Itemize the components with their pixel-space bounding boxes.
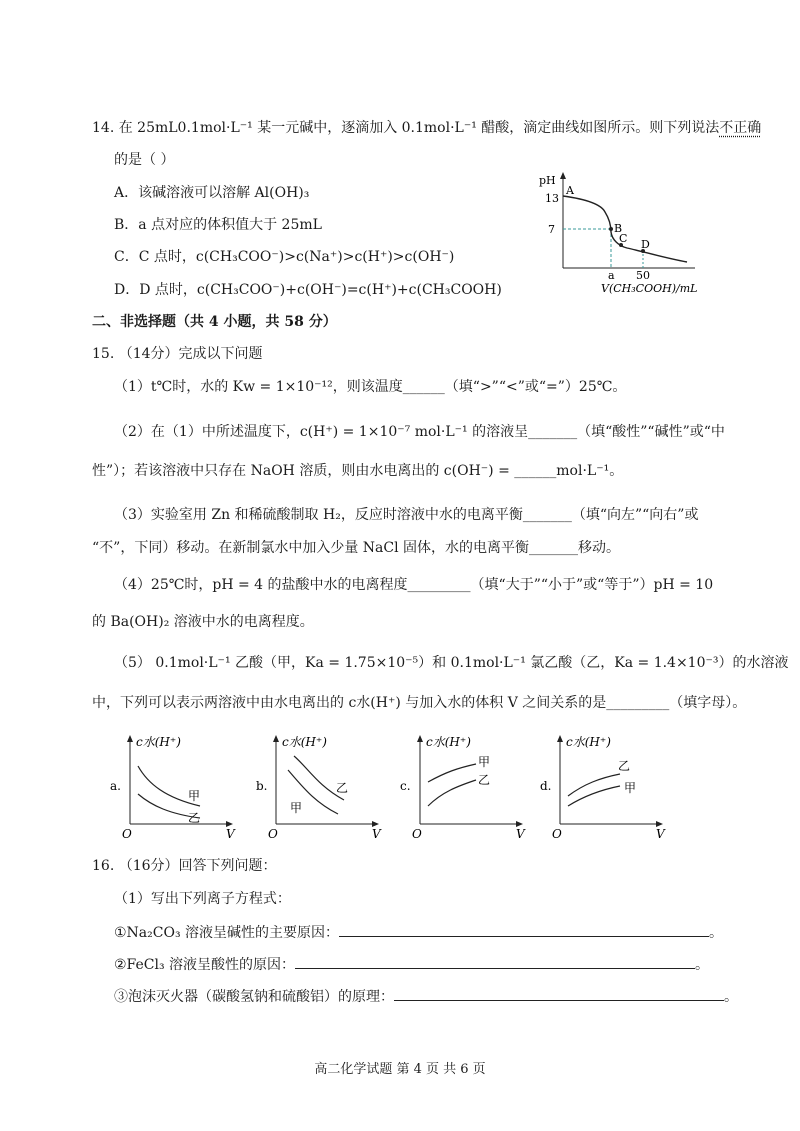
tick-a: a (608, 269, 615, 282)
graph-c-label-2: 乙 (478, 773, 491, 787)
graph-a-label-1: 甲 (188, 789, 201, 803)
tick-50: 50 (636, 269, 650, 282)
q16-item-2-blank[interactable] (295, 954, 695, 969)
graph-b-label-1: 乙 (336, 781, 349, 795)
graph-b-label-2: 甲 (290, 801, 303, 815)
graph-d-label-2: 甲 (624, 781, 637, 795)
graph-b (254, 730, 384, 840)
q14-option-d: D．D 点时，c(CH₃COO⁻)+c(OH⁻)=c(H⁺)+c(CH₃COOH) (114, 282, 502, 298)
graph-b-origin: O (268, 827, 278, 840)
q14-stem-emphasis: 不正确 (719, 120, 762, 136)
q16-item-2-label: ②FeCl₃ 溶液呈酸性的原因： (114, 957, 296, 973)
graph-c-curve-2 (428, 780, 476, 806)
q16-item-3-end: 。 (724, 989, 738, 1005)
label-d-point: D (641, 238, 650, 251)
graph-a-v: V (226, 827, 235, 840)
q16-item-3-blank[interactable] (394, 986, 724, 1001)
q15-title: 15. （14分）完成以下问题 (92, 346, 263, 362)
graph-c-v: V (516, 827, 525, 840)
q16-item-2 (114, 954, 709, 975)
page-footer: 高二化学试题 第 4 页 共 6 页 (314, 1062, 486, 1077)
q15-part2-line1: （2）在（1）中所述温度下，c(H⁺) = 1×10⁻⁷ mol·L⁻¹ 的溶液呈_______（填“酸性”“碱性”或“中 (114, 424, 725, 440)
q14-stem-end: 的是（ ） (114, 152, 175, 168)
graph-c-label-1: 甲 (478, 755, 491, 769)
graph-d-label-1: 乙 (618, 759, 631, 773)
q16-item-2-end: 。 (695, 957, 710, 973)
q15-part5-line1: （5） 0.1mol·L⁻¹ 乙酸（甲，Ka = 1.75×10⁻⁵）和 0.1mol·L⁻¹ 氯乙酸（乙，Ka = 1.4×10⁻³）的水溶液 (114, 655, 789, 671)
label-c-point: C (619, 232, 628, 245)
graph-d-v: V (656, 827, 665, 840)
q15-part3-line2: “不”，下同）移动。在新制氯水中加入少量 NaCl 固体，水的电离平衡_______移动。 (92, 540, 620, 556)
q14-option-c: C．C 点时，c(CH₃COO⁻)>c(Na⁺)>c(H⁺)>c(OH⁻) (114, 249, 455, 265)
q14-stem-part1: 14. 在 25mL0.1mol·L⁻¹ 某一元碱中，逐滴加入 0.1mol·L⁻¹ 醋酸，滴定曲线如图所示。则下列说法 (92, 120, 720, 136)
tick-7: 7 (548, 223, 555, 236)
graph-d-origin: O (552, 827, 562, 840)
q15-part4-line1: （4）25℃时，pH = 4 的盐酸中水的电离程度_________（填“大于”“小于”或“等于”）pH = 10 (114, 577, 714, 593)
q16-item-1-end: 。 (709, 925, 724, 941)
q16-item-3-label: ③泡沫灭火器（碳酸氢钠和硫酸铝）的原理： (114, 989, 394, 1005)
q16-item-1-label: ①Na₂CO₃ 溶液呈碱性的主要原因： (114, 925, 340, 941)
graph-a (108, 730, 238, 840)
q14-option-b: B．a 点对应的体积值大于 25mL (114, 217, 322, 233)
q16-title: 16. （16分）回答下列问题： (92, 858, 277, 874)
q15-part1: （1）t℃时，水的 Kw = 1×10⁻¹²，则该温度______（填“>”“<”或“=”）25℃。 (114, 379, 627, 395)
label-b-point: B (614, 222, 623, 235)
titration-curve (563, 196, 687, 262)
y-axis-label: pH (539, 174, 556, 187)
label-a-point: A (566, 184, 574, 197)
graph-d-curve-2 (568, 786, 620, 806)
graph-b-tag: b. (256, 779, 268, 793)
graph-b-ylabel: c水(H⁺) (282, 735, 327, 749)
graph-a-ylabel: c水(H⁺) (136, 735, 181, 749)
graph-c-ylabel: c水(H⁺) (426, 735, 471, 749)
point-b (609, 227, 613, 231)
q16-item-1-blank[interactable] (339, 922, 709, 937)
q16-item-1 (114, 922, 723, 943)
q15-part3-line1: （3）实验室用 Zn 和稀硫酸制取 H₂，反应时溶液中水的电离平衡_______（填“向左”“向右”或 (114, 507, 699, 523)
graph-a-origin: O (122, 827, 132, 840)
tick-13: 13 (545, 192, 559, 205)
graph-a-label-2: 乙 (188, 811, 201, 825)
graph-c (398, 730, 528, 840)
q16-part1: （1）写出下列离子方程式： (114, 891, 291, 907)
q16-item-3 (114, 986, 738, 1007)
graph-a-tag: a. (110, 779, 121, 793)
q15-part5-line2: 中，下列可以表示两溶液中由水电离出的 c水(H⁺) 与加入水的体积 V 之间关系的是_________（填字母）。 (92, 695, 747, 711)
graph-d-ylabel: c水(H⁺) (566, 735, 611, 749)
q14-stem (92, 118, 761, 138)
y-axis-arrow (560, 172, 566, 179)
graph-c-tag: c. (400, 779, 411, 793)
graph-c-curve-1 (428, 764, 476, 782)
x-axis-label: V(CH₃COOH)/mL (601, 282, 698, 295)
graph-d-tag: d. (540, 779, 552, 793)
q15-part4-line2: 的 Ba(OH)₂ 溶液中水的电离程度。 (92, 614, 314, 630)
section-2-heading: 二、非选择题（共 4 小题，共 58 分） (92, 314, 337, 330)
graph-c-origin: O (412, 827, 422, 840)
q15-part2-line2: 性”）；若该溶液中只存在 NaOH 溶质，则由水电离出的 c(OH⁻) = ______mol·L⁻¹。 (92, 463, 624, 479)
titration-curve-graph (535, 168, 705, 298)
q14-option-a: A．该碱溶液可以溶解 Al(OH)₃ (114, 185, 310, 201)
graph-b-v: V (372, 827, 381, 840)
graph-d (538, 730, 668, 840)
